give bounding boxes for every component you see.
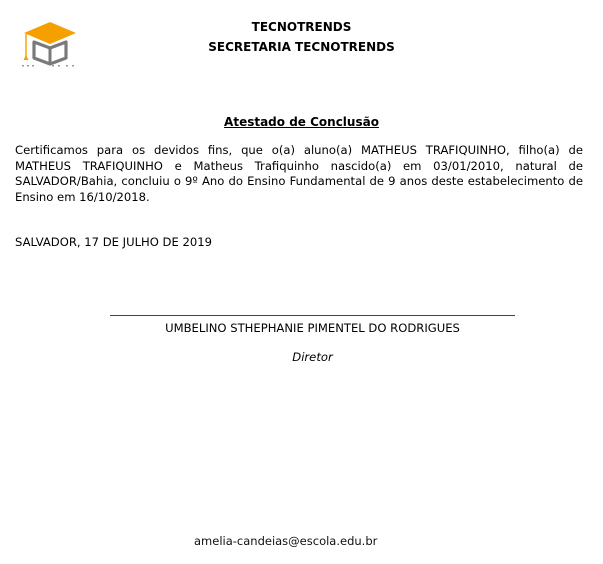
document-title: Atestado de Conclusão (224, 115, 379, 129)
institution-department: SECRETARIA TECNOTRENDS (208, 40, 395, 54)
signature-line (110, 315, 515, 316)
signatory-name: UMBELINO STHEPHANIE PIMENTEL DO RODRIGUES (165, 321, 460, 335)
signatory-role: Diretor (292, 350, 333, 364)
place-and-date: SALVADOR, 17 DE JULHO DE 2019 (15, 235, 213, 249)
certificate-body: Certificamos para os devidos fins, que o(a) aluno(a) MATHEUS TRAFIQUINHO, filho(a) de MATHEUS TRAFIQUINHO e Matheus Trafiquinho nascido(a) em 03/01/2010, natural de SALVADOR/Bahia, concluiu o 9º Ano do Ensino Fundamental de 9 anos deste estabelecimento de Ensino em 16/10/2018. (15, 143, 583, 204)
institution-name: TECNOTRENDS (251, 20, 352, 34)
footer-email: amelia-candeias@escola.edu.br (194, 534, 378, 548)
